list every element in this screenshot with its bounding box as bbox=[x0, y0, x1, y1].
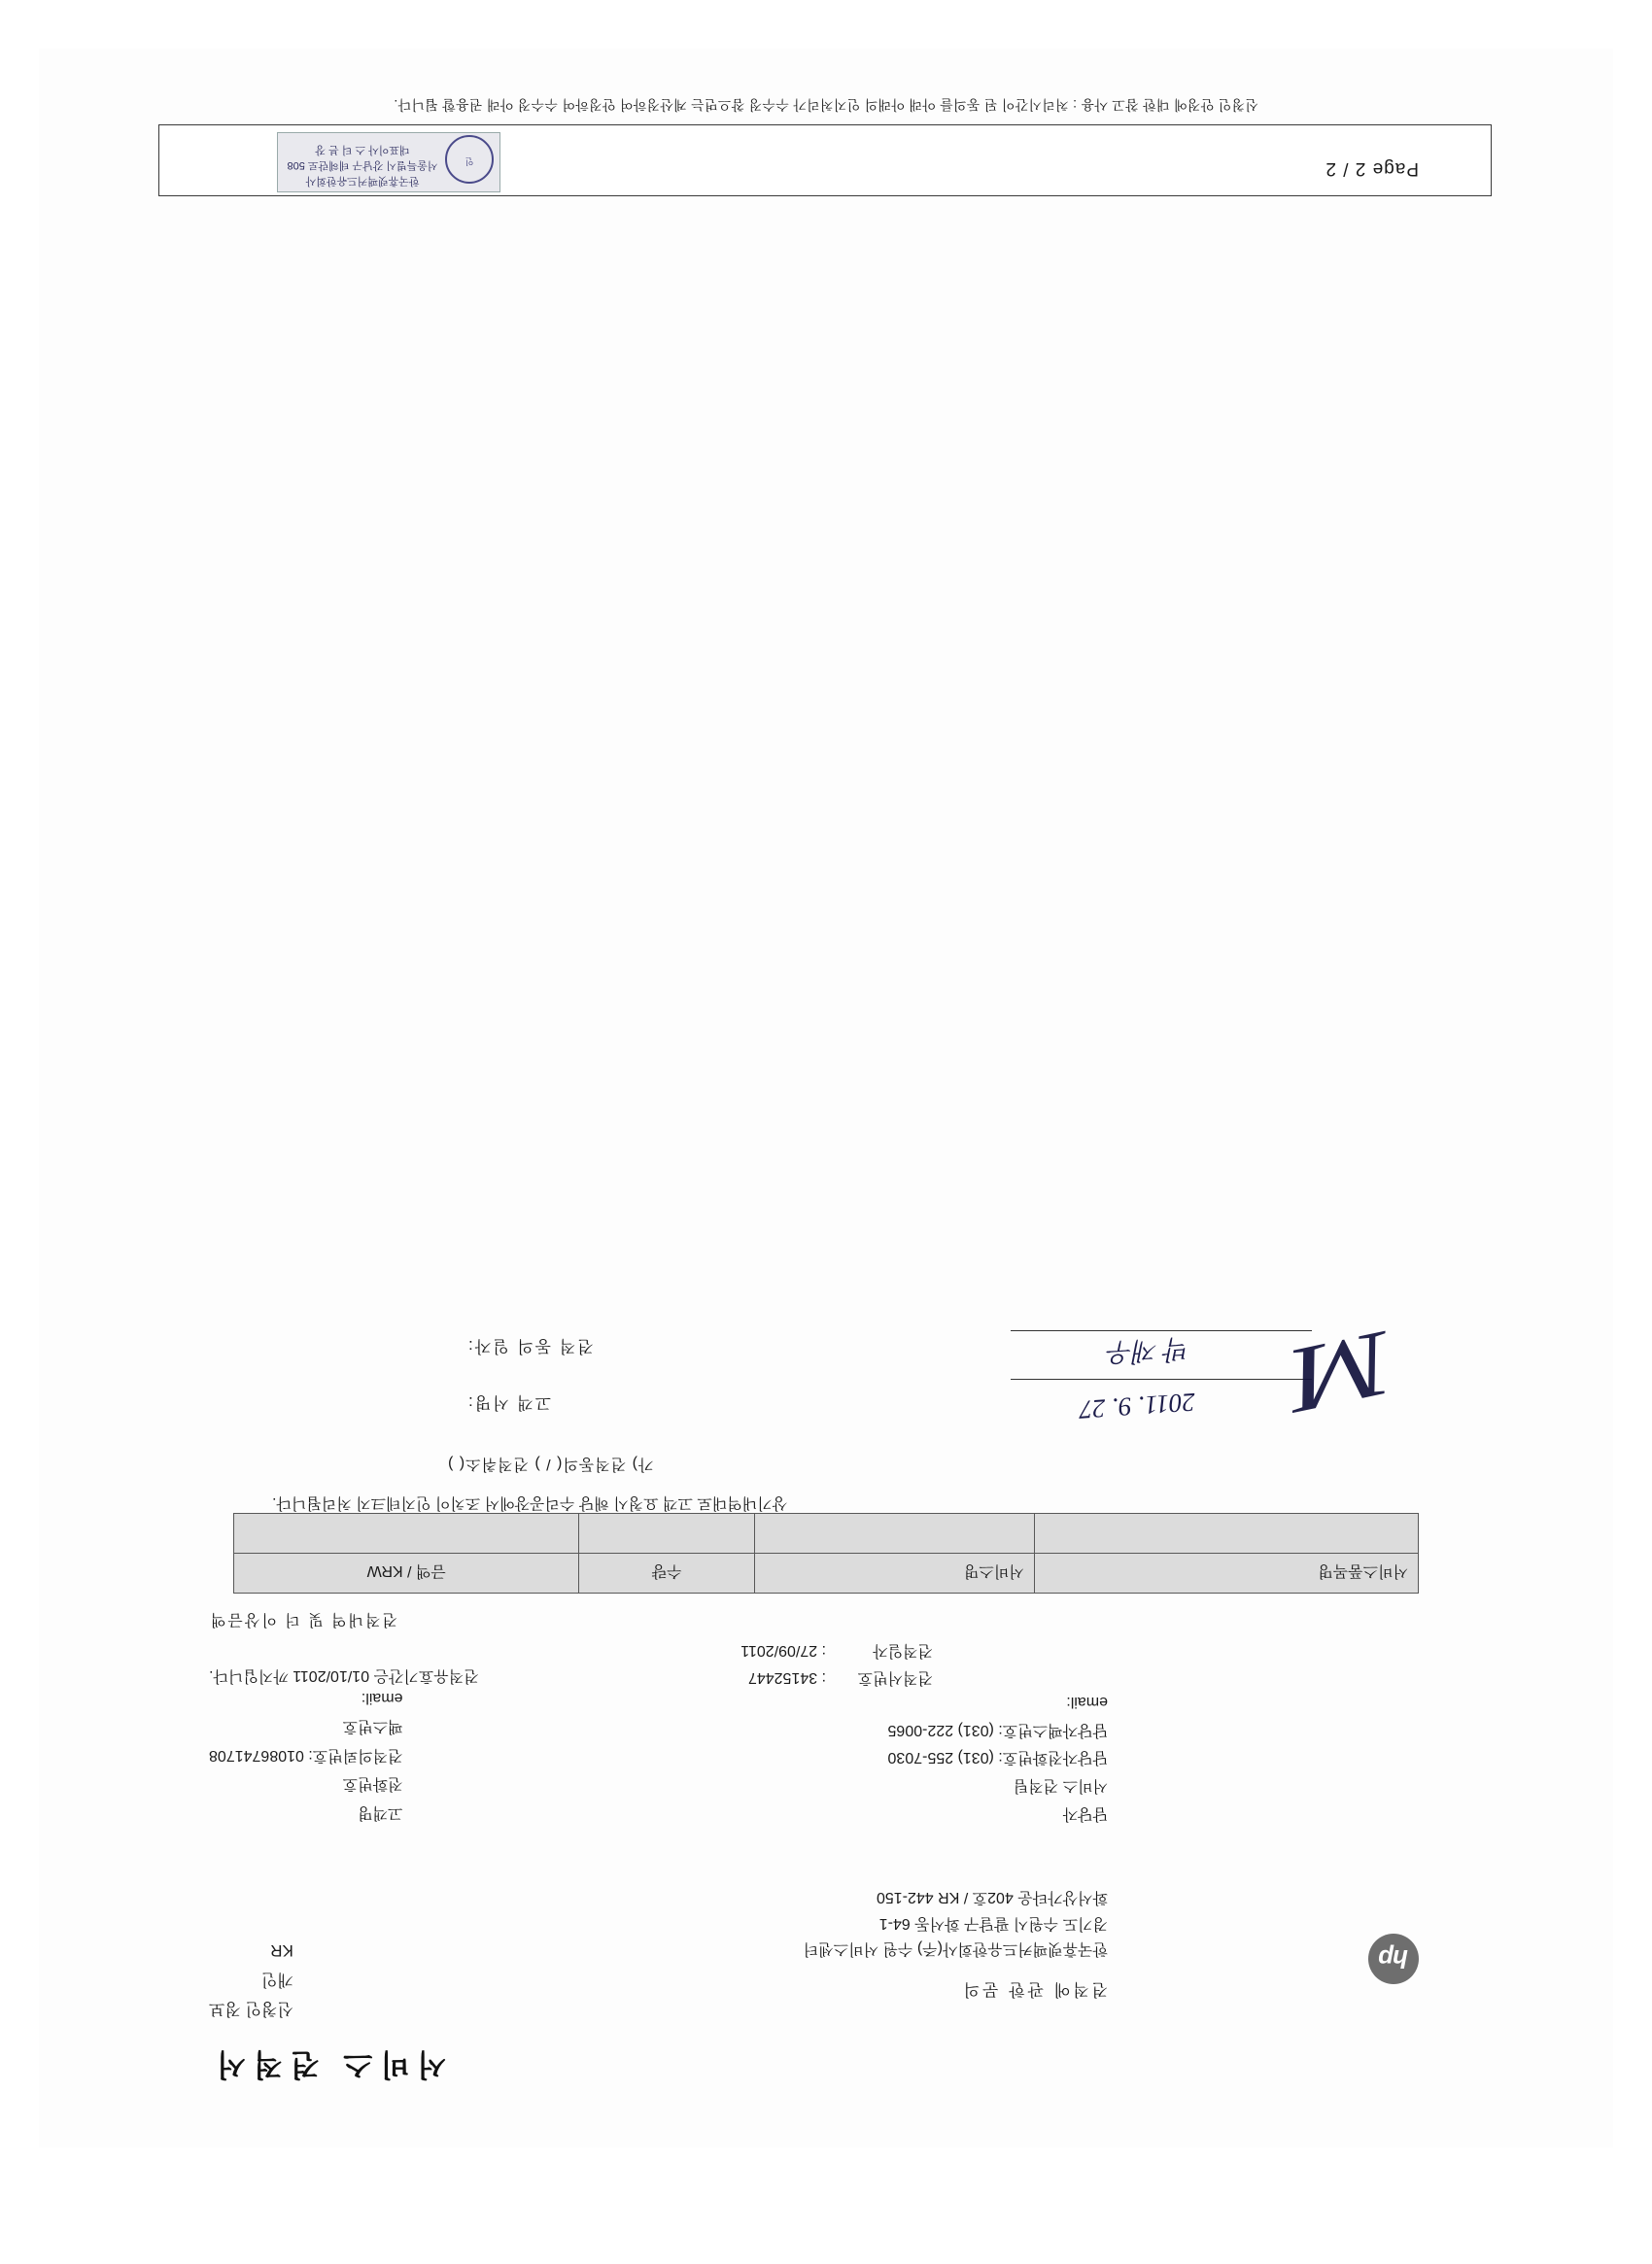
applicant-section-label: 신청인 정보 bbox=[209, 2000, 293, 2018]
supplier-address-line-2: 경기도 수원시 팔달구 화서동 64-1 bbox=[878, 1914, 1108, 1932]
confirmation-choice-line: 가) 견적동의( / ) 견적취소( ) bbox=[447, 1456, 654, 1472]
paper-surface bbox=[39, 49, 1613, 2147]
supplier-field-row bbox=[887, 1799, 1108, 1827]
quote-section-title: 견적내역 및 더 이상금액 bbox=[209, 1611, 397, 1628]
page-number: Page 2 / 2 bbox=[1325, 158, 1419, 179]
supplier-field-value-2: (031) 255-7030 bbox=[887, 1749, 994, 1767]
doc-meta-row-0: 견적서번호: 34152447 bbox=[740, 1664, 933, 1691]
contact-row-3 bbox=[209, 1712, 403, 1741]
contact-label-3: 팩스번호 bbox=[342, 1718, 403, 1735]
contact-label-4: email bbox=[365, 1689, 403, 1706]
cell-item-code bbox=[1034, 1514, 1418, 1554]
signature-label: 고객 서명: bbox=[466, 1393, 552, 1412]
cell-item-name bbox=[754, 1514, 1034, 1554]
supplier-field-row: 담당자전화번호: (031) 255-7030 bbox=[887, 1749, 1108, 1767]
doc-meta-row-1: 견적일자: 27/09/2011 bbox=[740, 1636, 933, 1664]
stamp-text bbox=[278, 141, 447, 188]
column-header-qty: 수량 bbox=[579, 1554, 754, 1594]
page-title: 서비스 견적서 bbox=[209, 2047, 447, 2081]
supplier-address-line-3: 화서상가타운 402호 / KR 442-150 bbox=[876, 1889, 1108, 1906]
table-header-row bbox=[234, 1554, 1419, 1594]
applicant-info-block bbox=[209, 1937, 293, 2023]
company-seal-stamp bbox=[277, 132, 500, 192]
items-table bbox=[233, 1513, 1419, 1594]
supplier-field-label-3: 담당자팩스번호 bbox=[1002, 1721, 1108, 1738]
cell-amount bbox=[234, 1514, 580, 1554]
supplier-field-label-4: email bbox=[1070, 1693, 1108, 1710]
handwritten-name: 박 재우 bbox=[1107, 1333, 1191, 1368]
customer-contact-fields bbox=[209, 1683, 403, 1827]
supplier-address-line-1: 한국휴렛팩커드유한회사(주) 수원 서비스센터 bbox=[803, 1940, 1108, 1957]
applicant-type-value: 개인 bbox=[260, 1971, 293, 1990]
signature-rule-bottom bbox=[1011, 1330, 1312, 1331]
confirmation-paragraph: 상기내역대로 고객 요청시 해당 수리공장에서 조치이 인지테크지 처리됩니다. bbox=[272, 1494, 788, 1511]
contact-row-0 bbox=[209, 1798, 403, 1827]
footer-note: 신청인 안정에 대한 참고 사용 : 처리시간이 된 동의를 아래 아래의 인지처리가 수수정 참으면는 계산정하여 안정하여 수수정 아래 권용할 됩니다. bbox=[394, 97, 1258, 113]
agreement-date-label: 견적 동의 일자: bbox=[466, 1337, 594, 1355]
doc-meta-label-1: 견적일자 bbox=[873, 1642, 933, 1659]
handwritten-signature-mark: M bbox=[1281, 1311, 1401, 1434]
supplier-field-row: 담당자팩스번호: (031) 222-0065 bbox=[887, 1721, 1108, 1738]
contact-label-0: 고객명 bbox=[358, 1804, 403, 1821]
supplier-contact-fields bbox=[887, 1687, 1108, 1827]
handwritten-date: 2011. 9. 27 bbox=[1078, 1387, 1196, 1425]
supplier-heading: 견적에 관한 문의 bbox=[960, 1980, 1108, 1999]
supplier-field-row: email: bbox=[1066, 1693, 1108, 1710]
validity-text: 견적유효기간은 01/10/2011 까지입니다. bbox=[209, 1667, 479, 1684]
seal-icon: 인 bbox=[445, 135, 494, 184]
doc-meta-label-0: 견적서번호 bbox=[857, 1669, 933, 1686]
supplier-field-label-0: 담당자 bbox=[1062, 1805, 1108, 1822]
applicant-country-value: KR bbox=[270, 1941, 293, 1961]
contact-label-2: 견적의뢰번호 bbox=[312, 1746, 403, 1764]
column-header-item-name: 서비스명 bbox=[754, 1554, 1034, 1594]
contact-row-4: email: bbox=[361, 1689, 403, 1706]
doc-meta-value-0: 34152447 bbox=[747, 1669, 818, 1686]
supplier-field-label-1: 서비스 견적팀 bbox=[1013, 1777, 1108, 1795]
stamp-line-0: 한국휴렛팩커드유한회사 bbox=[305, 175, 420, 187]
column-header-item-code: 서비스품목명 bbox=[1034, 1554, 1418, 1594]
doc-meta-value-1: 27/09/2011 bbox=[740, 1642, 818, 1659]
contact-value-2: 01086741708 bbox=[209, 1746, 304, 1764]
supplier-field-value-3: (031) 222-0065 bbox=[887, 1721, 994, 1738]
signature-area bbox=[1011, 1311, 1419, 1434]
document-meta bbox=[740, 1636, 933, 1691]
stamp-line-1: 서울특별시 강남구 테헤란로 508 bbox=[287, 159, 438, 172]
stamp-line-2: 대표이사 스 티 븐 장 bbox=[315, 144, 410, 156]
cell-qty bbox=[579, 1514, 754, 1554]
contact-row-2: 견적의뢰번호: 01086741708 bbox=[209, 1746, 403, 1764]
supplier-field-label-2: 담당자전화번호 bbox=[1002, 1749, 1108, 1767]
contact-row-1 bbox=[209, 1769, 403, 1799]
supplier-field-row bbox=[887, 1770, 1108, 1799]
column-header-amount: 금액 / KRW bbox=[234, 1554, 580, 1594]
hp-logo: hp bbox=[1368, 1934, 1419, 1984]
supplier-address bbox=[804, 1884, 1108, 1961]
signature-rule-top bbox=[1011, 1379, 1312, 1380]
table-row bbox=[234, 1514, 1419, 1554]
contact-label-1: 전화번호 bbox=[342, 1775, 403, 1793]
